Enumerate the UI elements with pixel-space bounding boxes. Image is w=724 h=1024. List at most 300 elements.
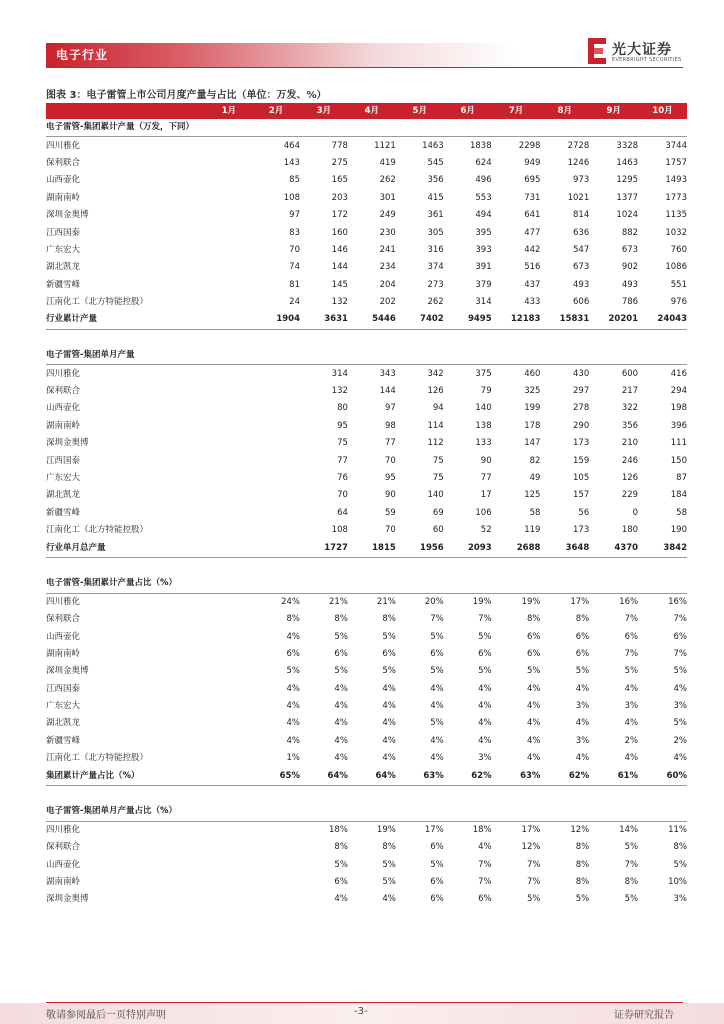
value-cell: 90 — [384, 490, 396, 501]
value-cell: 229 — [621, 490, 639, 501]
value-cell: 5% — [526, 894, 541, 905]
row-label: 广东宏大 — [46, 473, 81, 483]
value-cell: 4% — [478, 718, 492, 729]
value-cell: 4% — [624, 683, 639, 694]
value-cell: 6% — [430, 842, 444, 853]
row-label: 新疆雪峰 — [46, 507, 81, 518]
row-label: 四川雅化 — [46, 824, 81, 835]
value-cell: 314 — [475, 297, 492, 308]
value-cell: 198 — [670, 403, 687, 414]
section-title-row — [46, 803, 687, 821]
value-cell — [206, 155, 253, 172]
value-cell — [252, 383, 300, 400]
value-cell: 305 — [427, 227, 444, 238]
value-cell: 157 — [573, 490, 590, 501]
value-cell: 4% — [334, 701, 348, 712]
value-cell: 4% — [673, 753, 687, 764]
table-row — [46, 190, 687, 207]
row-label: 深圳金奥博 — [46, 666, 89, 677]
value-cell: 1815 — [348, 539, 396, 557]
value-cell: 5446 — [348, 311, 396, 329]
value-cell: 6% — [478, 648, 492, 659]
row-label: 保利联合 — [46, 614, 81, 625]
value-cell: 12% — [570, 824, 590, 835]
table-row — [46, 435, 687, 452]
value-cell: 65% — [252, 767, 300, 785]
value-cell: 419 — [379, 157, 396, 168]
value-cell: 6% — [334, 648, 348, 659]
value-cell: 4% — [526, 683, 541, 694]
value-cell: 4% — [334, 718, 348, 729]
value-cell — [252, 539, 300, 557]
value-cell: 6% — [430, 648, 444, 659]
header-cell-month: 7月 — [492, 103, 541, 119]
table-row — [46, 400, 687, 417]
value-cell: 59 — [384, 507, 396, 518]
value-cell: 6% — [334, 876, 348, 887]
section-title-row — [46, 347, 687, 365]
value-cell — [206, 593, 253, 611]
value-cell: 172 — [331, 210, 348, 221]
value-cell: 0 — [632, 507, 639, 518]
value-cell — [206, 400, 253, 417]
value-cell: 6% — [478, 894, 492, 905]
row-label: 新疆雪峰 — [46, 735, 81, 746]
value-cell: 786 — [621, 297, 639, 308]
value-cell: 416 — [670, 368, 687, 379]
header-cell-month: 5月 — [396, 103, 444, 119]
value-cell: 4% — [624, 718, 639, 729]
row-label: 广东宏大 — [46, 244, 81, 255]
value-cell: 74 — [289, 262, 300, 273]
value-cell: 8% — [334, 614, 348, 625]
value-cell: 7% — [478, 614, 492, 625]
spacer-row — [46, 329, 687, 347]
value-cell: 18% — [329, 824, 348, 835]
value-cell: 278 — [573, 403, 590, 414]
value-cell: 119 — [524, 525, 541, 536]
value-cell: 5% — [430, 666, 444, 677]
value-cell: 322 — [621, 403, 639, 414]
value-cell — [206, 190, 253, 207]
table-row — [46, 628, 687, 645]
value-cell — [206, 539, 253, 557]
row-label: 深圳金奥博 — [46, 894, 89, 905]
value-cell: 1021 — [567, 192, 590, 203]
header-cell-month: 10月 — [638, 103, 687, 119]
value-cell: 4% — [334, 735, 348, 746]
value-cell — [206, 242, 253, 259]
value-cell: 52 — [480, 525, 492, 536]
value-cell: 126 — [427, 386, 444, 397]
row-label: 四川雅化 — [46, 596, 81, 607]
value-cell: 8% — [526, 614, 541, 625]
report-type: 证券研究报告 — [614, 1010, 674, 1021]
value-cell — [206, 172, 253, 189]
table-row — [46, 611, 687, 628]
value-cell: 695 — [524, 175, 541, 186]
value-cell: 374 — [427, 262, 444, 273]
value-cell: 673 — [573, 262, 590, 273]
table-row — [46, 418, 687, 435]
header-cell-month: 2月 — [252, 103, 300, 119]
value-cell: 17% — [521, 824, 541, 835]
value-cell: 159 — [573, 455, 590, 466]
value-cell: 5% — [430, 859, 444, 870]
value-cell: 63% — [396, 767, 444, 785]
value-cell: 2% — [624, 735, 639, 746]
row-label: 保利联合 — [46, 157, 81, 168]
value-cell: 108 — [283, 192, 300, 203]
value-cell: 140 — [475, 403, 492, 414]
value-cell: 97 — [384, 403, 396, 414]
value-cell: 636 — [573, 227, 590, 238]
value-cell: 3% — [575, 735, 590, 746]
value-cell: 4% — [526, 753, 541, 764]
value-cell: 4% — [334, 753, 348, 764]
value-cell: 125 — [524, 490, 541, 501]
table-row — [46, 487, 687, 504]
value-cell: 343 — [379, 368, 396, 379]
value-cell: 316 — [427, 244, 444, 255]
value-cell: 173 — [573, 525, 590, 536]
value-cell: 5% — [624, 666, 639, 677]
value-cell: 7% — [478, 876, 492, 887]
value-cell: 1463 — [616, 157, 639, 168]
value-cell — [206, 277, 253, 294]
value-cell: 6% — [526, 648, 541, 659]
value-cell: 5% — [382, 859, 396, 870]
value-cell: 325 — [524, 386, 541, 397]
value-cell: 24 — [289, 297, 300, 308]
table-row — [46, 259, 687, 276]
table-row — [46, 874, 687, 891]
brand-logo — [588, 38, 688, 66]
value-cell: 3842 — [638, 539, 687, 557]
value-cell: 11% — [668, 824, 687, 835]
value-cell: 133 — [475, 438, 492, 449]
value-cell: 24% — [281, 596, 300, 607]
table-row — [46, 242, 687, 259]
value-cell: 361 — [427, 210, 444, 221]
row-label: 四川雅化 — [46, 140, 81, 151]
value-cell: 477 — [524, 227, 541, 238]
value-cell: 8% — [334, 842, 348, 853]
table-row — [46, 155, 687, 172]
value-cell: 19% — [521, 596, 541, 607]
value-cell: 14% — [619, 824, 639, 835]
value-cell: 1024 — [616, 210, 639, 221]
value-cell: 4% — [478, 701, 492, 712]
table-row — [46, 681, 687, 698]
value-cell: 76 — [337, 473, 348, 483]
value-cell: 600 — [621, 368, 639, 379]
value-cell: 3% — [673, 701, 687, 712]
value-cell: 496 — [475, 175, 492, 186]
row-label: 湖北凯龙 — [46, 262, 81, 273]
value-cell: 173 — [573, 438, 590, 449]
value-cell: 4% — [478, 683, 492, 694]
row-label: 湖南南岭 — [46, 420, 81, 431]
total-row — [46, 311, 687, 329]
total-row — [46, 767, 687, 785]
value-cell: 4% — [334, 894, 348, 905]
value-cell: 7% — [526, 859, 541, 870]
value-cell: 262 — [427, 297, 444, 308]
value-cell: 5% — [575, 666, 590, 677]
value-cell: 108 — [331, 525, 348, 536]
value-cell: 63% — [492, 767, 541, 785]
value-cell: 1121 — [374, 140, 396, 151]
value-cell — [252, 435, 300, 452]
value-cell: 2688 — [492, 539, 541, 557]
table-row — [46, 277, 687, 294]
section-title: 电子行业 — [56, 48, 109, 62]
value-cell: 58 — [529, 507, 541, 518]
value-cell: 7% — [478, 859, 492, 870]
value-cell: 4% — [478, 842, 492, 853]
row-label: 湖南南岭 — [46, 876, 81, 887]
value-cell: 8% — [673, 842, 687, 853]
value-cell: 85 — [289, 175, 300, 186]
value-cell: 1757 — [665, 157, 687, 168]
value-cell: 301 — [379, 192, 396, 203]
value-cell: 262 — [379, 175, 396, 186]
value-cell: 1032 — [665, 227, 687, 238]
row-label: 山西壶化 — [46, 403, 81, 414]
value-cell: 4% — [286, 683, 300, 694]
table-row — [46, 505, 687, 522]
value-cell: 8% — [624, 876, 639, 887]
value-cell — [206, 470, 253, 487]
value-cell: 180 — [621, 525, 639, 536]
value-cell: 184 — [670, 490, 687, 501]
value-cell: 391 — [475, 262, 492, 273]
value-cell: 516 — [524, 262, 541, 273]
value-cell: 19% — [376, 824, 396, 835]
row-label: 行业单月总产量 — [46, 539, 206, 557]
value-cell: 17% — [424, 824, 444, 835]
value-cell: 126 — [621, 473, 639, 483]
value-cell: 8% — [575, 859, 590, 870]
value-cell: 2093 — [444, 539, 492, 557]
value-cell: 493 — [573, 279, 590, 290]
value-cell: 143 — [283, 157, 300, 168]
value-cell: 396 — [670, 420, 687, 431]
value-cell — [206, 207, 253, 224]
value-cell: 165 — [331, 175, 348, 186]
value-cell: 77 — [337, 455, 348, 466]
table-row — [46, 733, 687, 750]
value-cell: 4% — [526, 701, 541, 712]
value-cell: 314 — [331, 368, 348, 379]
value-cell: 114 — [427, 420, 444, 431]
value-cell: 5% — [382, 876, 396, 887]
value-cell — [206, 750, 253, 767]
value-cell — [206, 452, 253, 469]
value-cell: 16% — [668, 596, 687, 607]
value-cell: 87 — [676, 473, 687, 483]
value-cell: 21% — [329, 596, 348, 607]
value-cell: 8% — [286, 614, 300, 625]
value-cell: 204 — [379, 279, 396, 290]
value-cell: 140 — [427, 490, 444, 501]
value-cell: 150 — [670, 455, 687, 466]
table-row — [46, 294, 687, 311]
value-cell: 1838 — [469, 140, 492, 151]
value-cell — [206, 821, 253, 839]
row-label: 山西壶化 — [46, 175, 81, 186]
table-row — [46, 821, 687, 839]
value-cell: 49 — [529, 473, 541, 483]
value-cell: 132 — [331, 386, 348, 397]
value-cell: 5% — [286, 666, 300, 677]
section-header-band — [46, 43, 516, 67]
header-cell-month: 8月 — [540, 103, 589, 119]
value-cell: 80 — [337, 403, 348, 414]
value-cell: 1904 — [252, 311, 300, 329]
table-row — [46, 172, 687, 189]
value-cell: 12183 — [492, 311, 541, 329]
value-cell: 199 — [524, 403, 541, 414]
value-cell: 1493 — [665, 175, 687, 186]
value-cell: 5% — [478, 631, 492, 642]
value-cell: 5% — [478, 666, 492, 677]
value-cell: 234 — [379, 262, 396, 273]
value-cell: 146 — [331, 244, 348, 255]
header-cell-month: 1月 — [206, 103, 253, 119]
value-cell — [206, 663, 253, 680]
table-row — [46, 839, 687, 856]
value-cell — [206, 681, 253, 698]
value-cell: 973 — [573, 175, 590, 186]
value-cell: 814 — [573, 210, 590, 221]
value-cell: 4% — [624, 753, 639, 764]
logo-text: 光大证券 — [612, 42, 672, 58]
value-cell: 379 — [475, 279, 492, 290]
value-cell: 7% — [673, 614, 687, 625]
value-cell: 190 — [670, 525, 687, 536]
value-cell: 111 — [670, 438, 687, 449]
value-cell: 81 — [289, 279, 300, 290]
value-cell: 20% — [424, 596, 444, 607]
value-cell: 17 — [480, 490, 492, 501]
value-cell: 551 — [670, 279, 687, 290]
table-row — [46, 452, 687, 469]
table-row — [46, 137, 687, 155]
value-cell: 5% — [430, 718, 444, 729]
value-cell — [206, 874, 253, 891]
value-cell: 673 — [621, 244, 639, 255]
row-label: 广东宏大 — [46, 701, 81, 712]
value-cell: 4% — [430, 735, 444, 746]
value-cell: 4% — [430, 753, 444, 764]
table-row — [46, 663, 687, 680]
value-cell: 4% — [382, 894, 396, 905]
disclaimer-note: 敬请参阅最后一页特别声明 — [46, 1010, 166, 1021]
row-label: 江西国泰 — [46, 683, 81, 694]
value-cell: 3% — [478, 753, 492, 764]
row-label: 新疆雪峰 — [46, 279, 81, 290]
value-cell: 1956 — [396, 539, 444, 557]
value-cell: 1135 — [665, 210, 687, 221]
value-cell: 294 — [670, 386, 687, 397]
header-cell-empty — [46, 103, 206, 119]
value-cell — [206, 383, 253, 400]
value-cell: 493 — [621, 279, 639, 290]
value-cell — [252, 839, 300, 856]
spacer-cell — [46, 785, 687, 803]
table-row — [46, 383, 687, 400]
row-label: 江南化工（北方特能控股） — [46, 753, 149, 764]
value-cell: 4% — [430, 683, 444, 694]
value-cell: 1% — [286, 753, 300, 764]
value-cell: 7% — [430, 614, 444, 625]
value-cell: 7% — [624, 614, 639, 625]
value-cell: 5% — [673, 718, 687, 729]
value-cell: 106 — [475, 507, 492, 518]
value-cell: 882 — [621, 227, 639, 238]
value-cell: 5% — [624, 842, 639, 853]
value-cell: 606 — [573, 297, 590, 308]
value-cell: 61% — [589, 767, 638, 785]
value-cell: 70 — [384, 455, 396, 466]
value-cell: 5% — [334, 631, 348, 642]
value-cell: 8% — [382, 842, 396, 853]
value-cell: 132 — [331, 297, 348, 308]
value-cell: 62% — [540, 767, 589, 785]
value-cell: 2728 — [567, 140, 590, 151]
value-cell: 4% — [382, 718, 396, 729]
row-label: 保利联合 — [46, 842, 81, 853]
section-title-row — [46, 575, 687, 593]
value-cell: 460 — [524, 368, 541, 379]
value-cell: 494 — [475, 210, 492, 221]
value-cell: 3% — [575, 701, 590, 712]
value-cell: 5% — [673, 666, 687, 677]
value-cell — [206, 628, 253, 645]
page-number: -3- — [354, 1006, 368, 1017]
value-cell: 10% — [668, 876, 687, 887]
value-cell: 3744 — [665, 140, 687, 151]
value-cell: 8% — [382, 614, 396, 625]
value-cell: 210 — [621, 438, 639, 449]
value-cell: 105 — [573, 473, 590, 483]
value-cell: 4% — [575, 718, 590, 729]
value-cell: 641 — [524, 210, 541, 221]
value-cell: 98 — [384, 420, 396, 431]
value-cell: 249 — [379, 210, 396, 221]
value-cell: 58 — [676, 507, 687, 518]
value-cell: 7% — [624, 648, 639, 659]
value-cell — [252, 874, 300, 891]
value-cell: 160 — [331, 227, 348, 238]
value-cell: 9495 — [444, 311, 492, 329]
value-cell: 75 — [337, 438, 348, 449]
value-cell: 415 — [427, 192, 444, 203]
value-cell: 3% — [624, 701, 639, 712]
table-row — [46, 470, 687, 487]
logo-subtext: EVERBRIGHT SECURITIES — [612, 57, 682, 63]
value-cell: 1246 — [567, 157, 590, 168]
value-cell: 202 — [379, 297, 396, 308]
value-cell: 6% — [430, 894, 444, 905]
value-cell: 8% — [575, 614, 590, 625]
value-cell: 1295 — [616, 175, 639, 186]
value-cell: 547 — [573, 244, 590, 255]
value-cell — [206, 733, 253, 750]
value-cell: 56 — [578, 507, 590, 518]
